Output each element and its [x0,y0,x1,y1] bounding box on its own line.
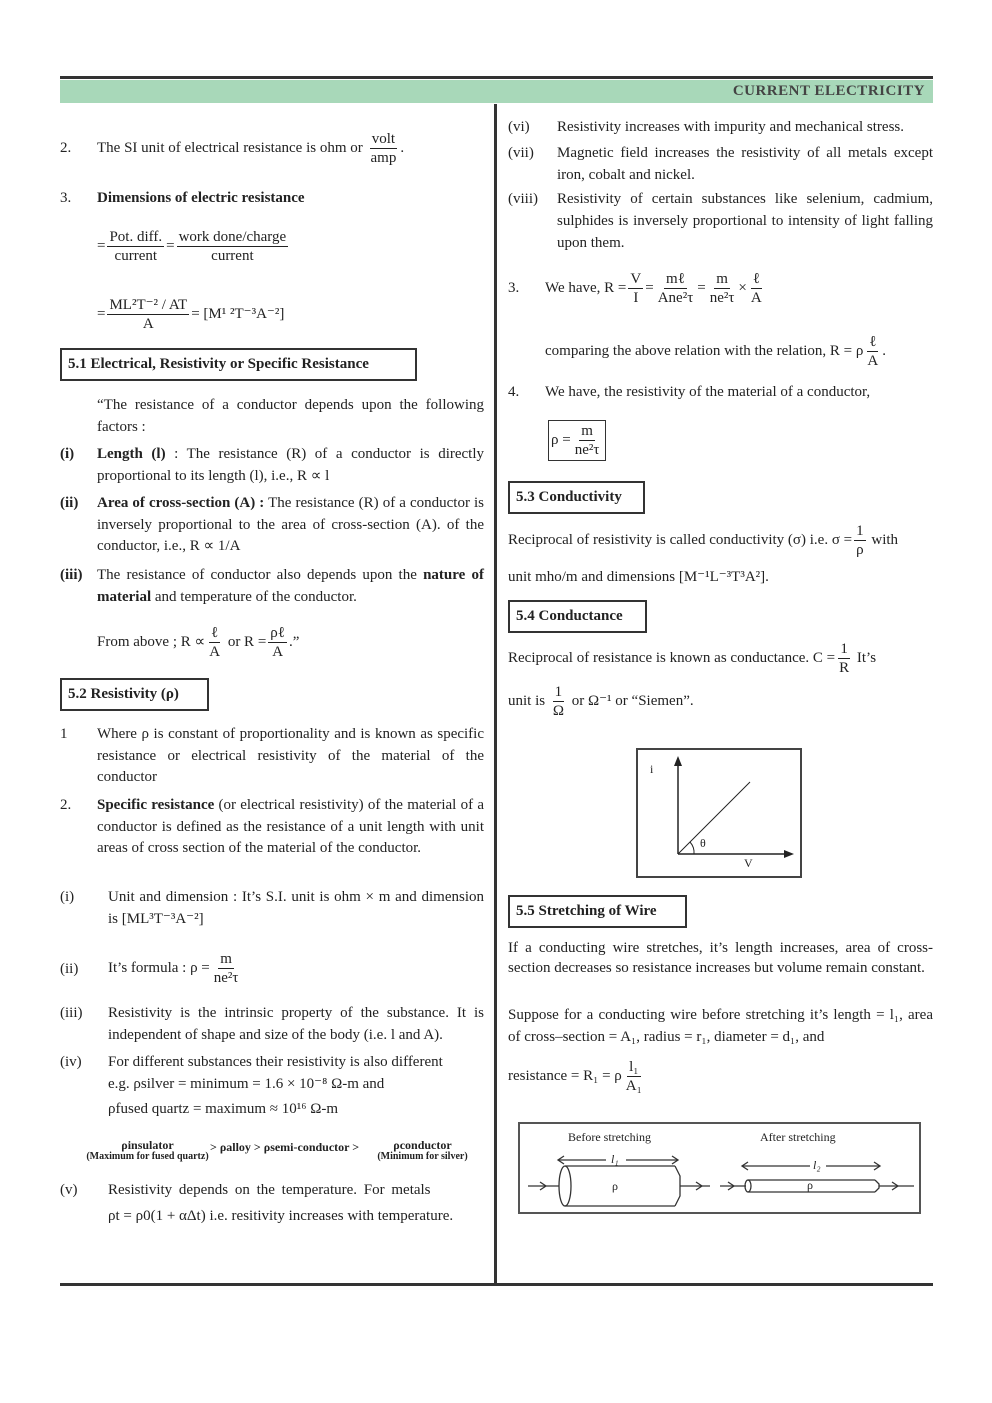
text: l₂ [813,1158,821,1172]
text: 3. [508,280,520,296]
text: A [142,316,154,332]
text: R [839,660,850,676]
text: ρ = [551,431,571,448]
text: Reciprocal of resistivity is called conductivity (σ) i.e. σ = [508,531,853,548]
text: with [871,531,899,548]
section-5-2-heading: 5.2 Resistivity (ρ) [60,678,209,711]
fraction [837,640,851,677]
text: 3. [60,190,72,206]
text: 2. [60,797,72,813]
fraction [107,296,189,333]
resistance-formula [508,1058,646,1095]
text: i [650,762,654,776]
text: volt [371,131,396,147]
text: ne²τ [213,970,239,986]
text: amp [370,150,397,166]
comparing-relation [545,333,886,370]
text: For different substances their resistivity is also different [108,1054,443,1070]
text: mℓ [666,271,685,287]
fraction [207,624,222,661]
text: V [630,271,642,287]
resistivity-point-2 [60,795,484,860]
text: unit mho/m and dimensions [M⁻¹L⁻³T³A²]. [508,569,769,585]
stretching-diagram [518,1122,921,1214]
fraction [268,624,287,661]
intro-paragraph: “The resistance of a conductor depends upon the following factors : [97,397,484,435]
point-vi [508,117,933,139]
text: ρconductor [393,1138,452,1152]
text: 1 [856,523,864,539]
text: and temperature of the conductor. [151,588,357,605]
resistivity-unit [60,887,484,930]
section-5-1-heading: 5.1 Electrical, Resistivity or Specific Resistance [60,348,417,381]
factor-material [60,565,484,608]
fraction [749,270,764,307]
text: θ [700,836,706,850]
text: 2. [60,140,72,156]
text: ρfused quartz = maximum ≈ 10¹⁶ Ω-m [108,1101,339,1117]
fraction [551,683,566,720]
text: (iii) [60,567,83,583]
text: ne²τ [574,442,600,458]
text: ρ [612,1179,618,1193]
text: A [750,290,762,306]
text: (Maximum for fused quartz) [86,1151,209,1162]
text: (ii) [60,495,79,511]
conductance-definition [508,640,933,720]
text: = [M¹ ²T⁻³A⁻²] [191,305,285,322]
text: After stretching [760,1130,836,1144]
fraction [573,422,602,459]
column-divider [494,104,497,1285]
current-voltage-graph [636,748,802,878]
text: (i) [60,446,75,462]
text: (viii) [508,191,538,207]
text: work done/charge [178,229,287,245]
text: ρℓ [270,625,285,641]
fraction [628,270,643,307]
text: ρ [856,542,864,558]
text: 1 [60,726,68,742]
text: unit is [508,692,546,709]
factor-length [60,444,484,487]
graph-axes-icon [638,750,800,876]
text: comparing the above relation with the relation, R = ρ [545,342,864,359]
fraction [177,228,289,265]
text: The SI unit of electrical resistance is ohm or [97,139,363,156]
text: ne²τ [709,290,735,306]
text: Resistivity is the intrinsic property of the substance. It is independent of shape and size of the body (i.e. l and A). [108,1005,484,1043]
text: m [220,951,232,967]
text: e.g. ρsilver = minimum = 1.6 × 10⁻⁸ Ω-m and [108,1075,385,1092]
text: We have, R = [545,279,627,296]
text: ρ [807,1178,813,1192]
text: Where ρ is constant of proportionality and is known as specific resistance or electrical resistivity of the material of the conductor [97,726,484,785]
text: (vii) [508,145,534,161]
text: Unit and dimension : It’s S.I. unit is ohm × m and dimension is [ML³T⁻³A⁻²] [108,889,484,927]
text: (v) [60,1182,78,1198]
text: A [209,644,221,660]
text: = [645,279,654,296]
text: Resistivity depends on the temperature. For metals [108,1182,431,1198]
point-viii [508,188,933,254]
text: (iv) [60,1054,82,1070]
text: (vi) [508,119,530,135]
resistivity-values [60,1052,484,1121]
text: m [716,271,728,287]
text: Resistivity of certain substances like selenium, cadmium, sulphides is inversely proportional to intensity of light falling upon them. [557,191,933,251]
text: V [744,856,753,870]
fraction [708,270,737,307]
section-5-5-heading: 5.5 Stretching of Wire [508,895,687,928]
before-stretching-paragraph: Suppose for a conducting wire before stretching it’s length = l₁, area of cross–section = A₁, radius = r₁, diameter = d₁, and [508,1007,933,1045]
text: ML²T⁻² / AT [109,297,188,313]
text: or Ω⁻¹ or “Siemen”. [571,692,694,709]
resistivity-formula [60,950,484,987]
text: From above ; R ∝ [97,633,206,650]
resistivity-order [85,1140,485,1174]
fraction [369,130,399,167]
point-vii [508,143,933,186]
text: (ii) [60,961,79,977]
text: nature of material [97,567,484,605]
conductivity-definition [508,522,933,586]
resistance-relation [508,270,766,307]
text: Specific resistance [97,797,215,813]
text: . [400,139,405,156]
text: 4. [508,384,520,400]
text: : The resistance (R) of a conductor is directly proportional to its length (l), i.e., R ∝ l [97,446,485,484]
text: 1 [840,641,848,657]
chapter-title: CURRENT ELECTRICITY [732,83,925,99]
text: Resistivity increases with impurity and mechanical stress. [557,119,905,135]
text: ℓ [869,334,877,350]
fraction [854,522,866,559]
text: × [738,279,747,296]
text: ρinsulator [121,1138,174,1152]
text: Pot. diff. [109,229,163,245]
text: .” [288,633,300,650]
text: We have, the resistivity of the material of a conductor, [545,384,871,400]
text: = [697,279,706,296]
text: or R = [227,633,267,650]
fraction [624,1058,644,1095]
text: ρt = ρ0(1 + αΔt) i.e. resitivity increases with temperature. [108,1207,454,1224]
heading: Dimensions of electric resistance [97,190,305,206]
text: > ρalloy > ρsemi-conductor > [210,1140,360,1154]
text: l₁ [611,1152,619,1166]
wire-cylinders-icon [520,1124,919,1212]
text: Area of cross-section (A) : [97,495,265,511]
text: m [581,423,593,439]
resistivity-intrinsic [60,1003,484,1046]
text: (iii) [60,1005,83,1021]
text: (Minimum for silver) [377,1151,468,1162]
fraction [656,270,696,307]
fraction [107,228,164,265]
point-4 [508,382,870,404]
text: A [272,644,284,660]
text: Ane²τ [657,290,694,306]
text: The resistance of conductor also depends upon the [97,567,424,583]
text: ℓ [752,271,760,287]
text: I [633,290,639,306]
from-above-formula [97,624,299,661]
section-5-4-heading: 5.4 Conductance [508,600,647,633]
formula-2 [97,296,284,333]
stretching-paragraph: If a conducting wire stretches, it’s length increases, area of cross-section decreases so resistance increases but volume remain constant. [508,940,933,976]
text: A [867,353,879,369]
header-bar [60,80,933,103]
text: A₁ [625,1078,642,1094]
resistivity-boxed-formula [548,420,606,461]
text: l₁ [629,1059,639,1075]
text: resistance = R₁ = ρ [508,1067,622,1084]
header-top-line [60,76,933,79]
text: current [211,248,254,264]
factor-area [60,493,484,558]
text: It’s formula : ρ = [108,959,210,976]
formula-1 [97,228,290,265]
text: = [97,237,106,254]
text: (or electrical resistivity) of the material of a conductor is defined as the resistance of a unit length with unit areas of cross section of the material of the conductor. [97,797,484,856]
resistivity-temperature [60,1180,484,1227]
text: Magnetic field increases the resistivity of all metals except iron, cobalt and nickel. [557,145,933,183]
text: The resistance (R) of a conductor is inversely proportional to the area of cross-section (A). of the conductor, i.e., R ∝ 1/A [97,495,485,554]
fraction [865,333,880,370]
text: It’s [856,649,877,666]
text: Length (l) [97,446,166,462]
text: = [166,237,175,254]
text: current [114,248,158,264]
text: Reciprocal of resistance is known as conductance. C = [508,649,836,666]
text: . [882,342,886,359]
text: Before stretching [568,1130,651,1144]
fraction [212,950,241,987]
resistivity-point-1 [60,724,484,789]
text: 1 [554,684,563,700]
footer-line [60,1283,933,1286]
text: = [97,305,106,322]
text: Ω [552,703,564,719]
text: (i) [60,889,75,905]
section-5-3-heading: 5.3 Conductivity [508,481,645,514]
text: ℓ [211,625,219,641]
